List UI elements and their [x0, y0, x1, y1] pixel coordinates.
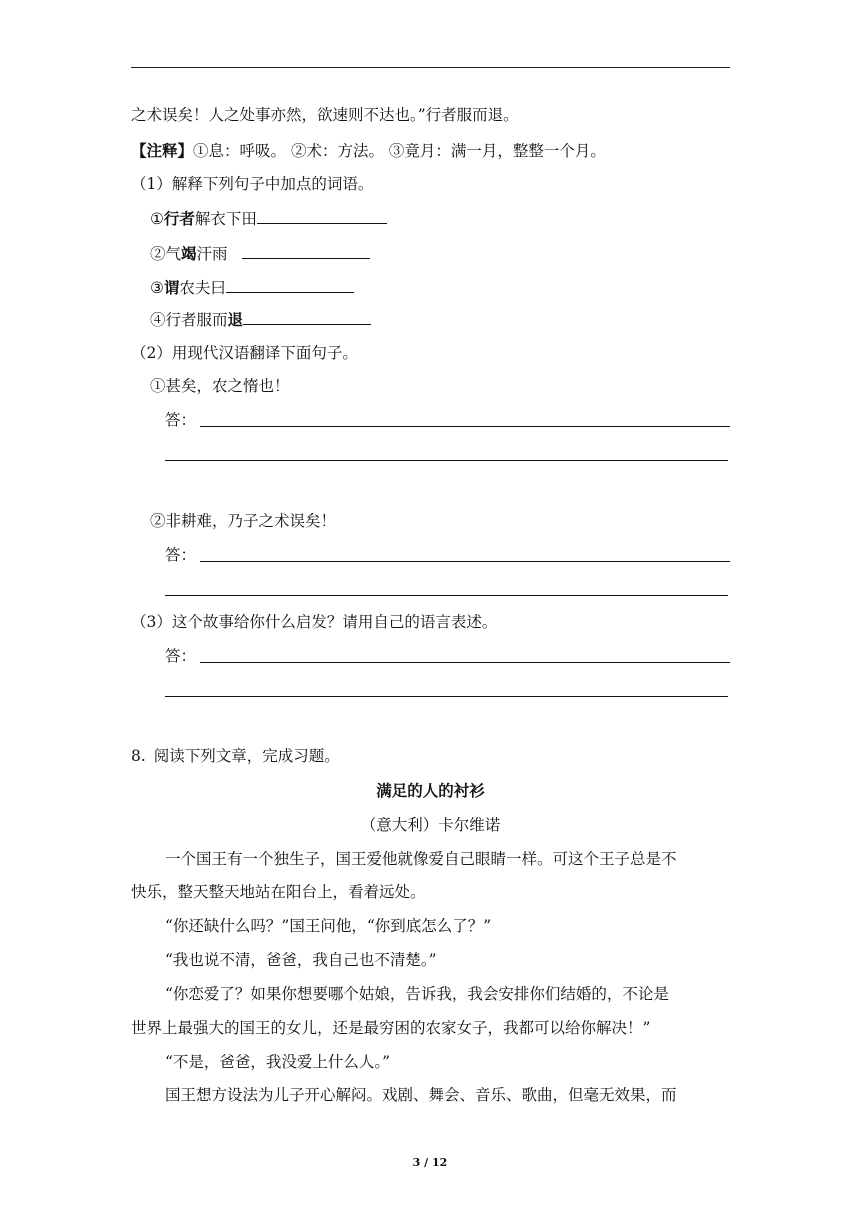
dotted-word: 竭: [181, 244, 197, 263]
article-line: “你还缺什么吗？”国王问他，“你到底怎么了？”: [165, 917, 492, 935]
answer-blank[interactable]: [243, 308, 371, 325]
article-line: 国王想方设法为儿子开心解闷。戏剧、舞会、音乐、歌曲，但毫无效果，而: [165, 1086, 677, 1104]
q2-sentence-1: ①甚矣，农之惰也！: [150, 377, 290, 395]
dotted-word: 行者: [163, 209, 195, 228]
q8-header: [131, 746, 340, 766]
q2-sentence-2: ②非耕难，乃子之术误矣！: [150, 512, 337, 530]
q8-prompt: 阅读下列文章，完成习题。: [153, 747, 340, 765]
article-line: 一个国王有一个独生子，国王爱他就像爱自己眼睛一样。可这个王子总是不: [165, 850, 677, 868]
answer-blank[interactable]: [242, 242, 370, 259]
header-rule: [131, 67, 730, 68]
q1-item: ②气竭汗雨: [150, 242, 370, 264]
q1-prompt: （1）解释下列句子中加点的词语。: [131, 175, 374, 193]
article-line: 快乐，整天整天地站在阳台上，看着远处。: [131, 883, 426, 901]
answer-label: 答：: [165, 647, 197, 665]
answer-line[interactable]: [165, 460, 728, 461]
answer-label: 答：: [165, 411, 197, 429]
dotted-word: 谓: [163, 278, 180, 297]
answer-label: 答：: [165, 546, 197, 564]
question-number: 8.: [131, 747, 146, 765]
article-line: “我也说不清，爸爸，我自己也不清楚。”: [165, 951, 437, 969]
q1-item: ③谓农夫曰: [150, 276, 354, 298]
article-author: （意大利）卡尔维诺: [360, 816, 501, 834]
notes-label: 【注释】: [131, 141, 194, 160]
answer-line[interactable]: [200, 426, 730, 427]
answer-line[interactable]: [200, 662, 730, 663]
notes: [131, 141, 606, 161]
notes-text: ①息：呼吸。 ②术：方法。 ③竟月：满一月，整整一个月。: [193, 142, 606, 160]
answer-blank[interactable]: [226, 276, 354, 293]
answer-line[interactable]: [165, 595, 728, 596]
q1-item: ④行者服而退: [150, 308, 371, 330]
answer-line[interactable]: [200, 561, 730, 562]
article-line: “不是，爸爸，我没爱上什么人。”: [165, 1053, 391, 1071]
answer-line[interactable]: [165, 696, 728, 697]
q1-item: ①行者解衣下田: [150, 207, 387, 229]
page-number: 3 / 12: [412, 1156, 448, 1169]
q2-prompt: （2）用现代汉语翻译下面句子。: [131, 344, 358, 362]
article-line: 世界上最强大的国王的女儿，还是最穷困的农家女子，我都可以给你解决！”: [131, 1019, 651, 1037]
q3-prompt: （3）这个故事给你什么启发？请用自己的语言表述。: [131, 613, 498, 631]
article-title: 满足的人的衬衫: [376, 781, 485, 800]
article-line: “你恋爱了？如果你想要哪个姑娘，告诉我，我会安排你们结婚的，不论是: [165, 985, 669, 1003]
dotted-word: 退: [227, 310, 244, 329]
passage-end: 之术误矣！人之处事亦然，欲速则不达也。”行者服而退。: [131, 106, 519, 124]
answer-blank[interactable]: [257, 207, 387, 224]
